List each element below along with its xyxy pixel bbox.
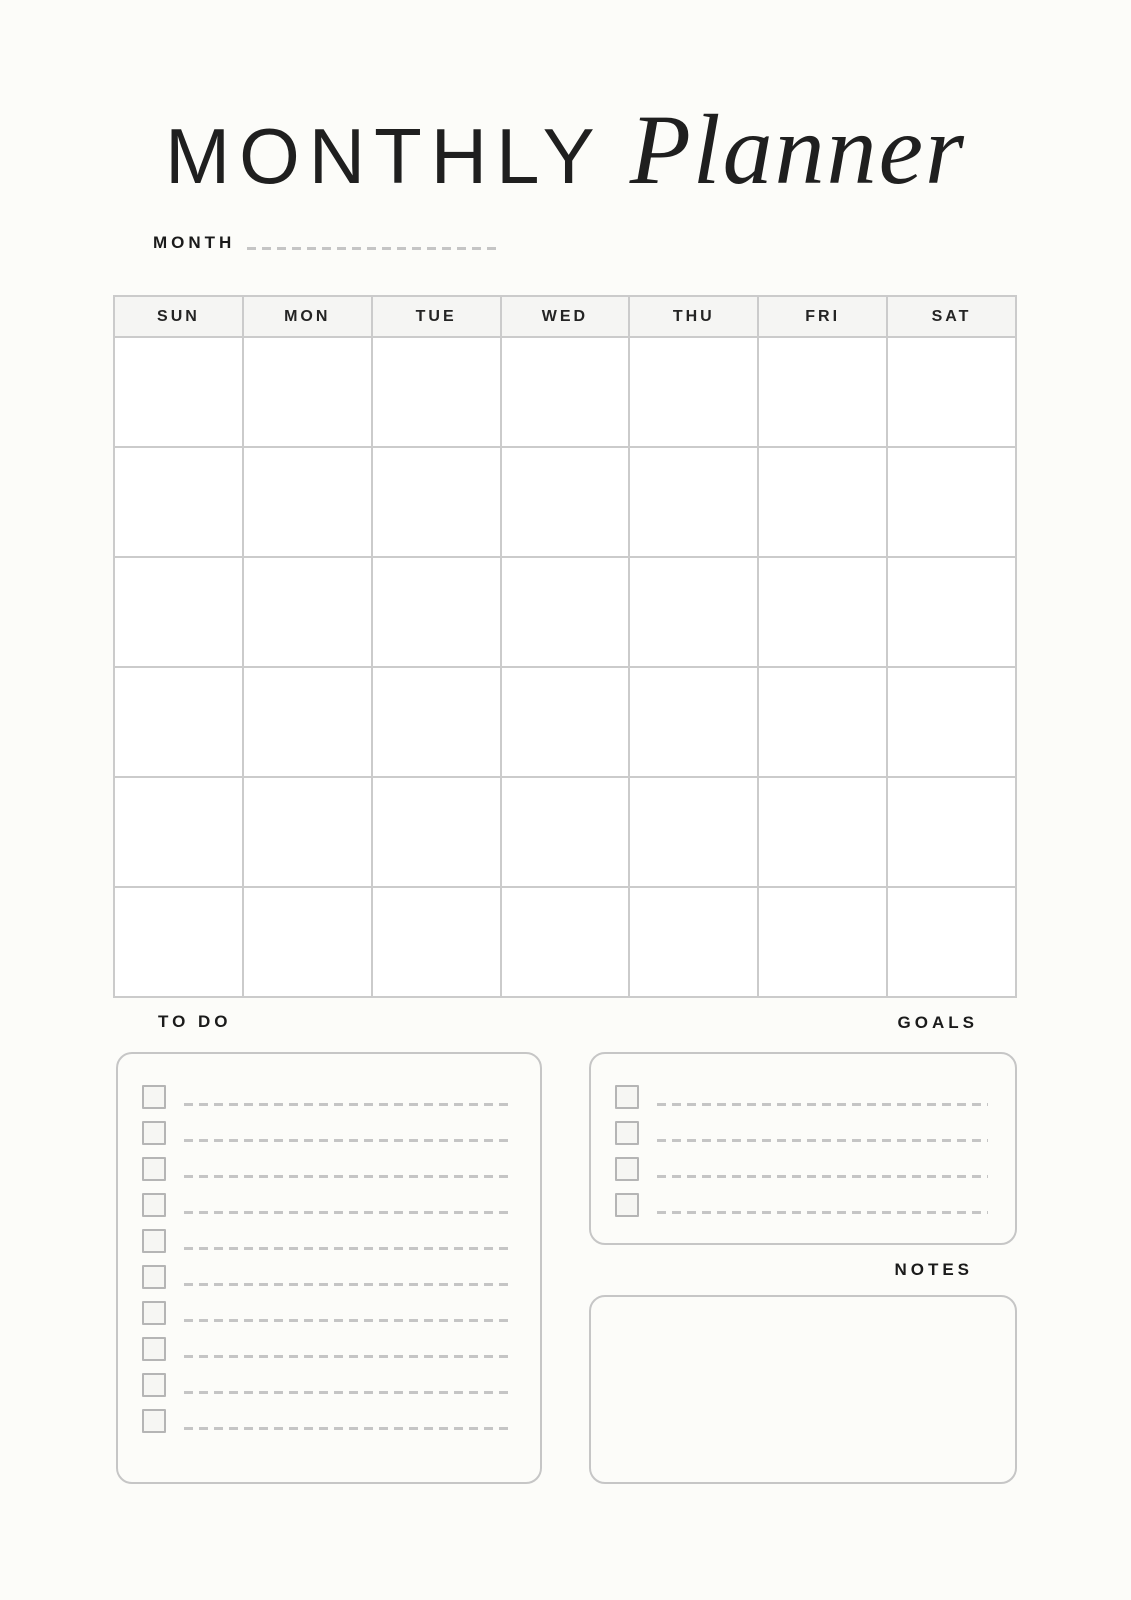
todo-section-label: TO DO — [158, 1012, 232, 1031]
checklist-item — [615, 1157, 988, 1181]
day-header-sat: SAT — [887, 296, 1016, 337]
calendar-day-cell[interactable] — [372, 667, 501, 777]
calendar-day-cell[interactable] — [114, 777, 243, 887]
calendar-day-cell[interactable] — [501, 777, 630, 887]
write-in-line[interactable] — [184, 1283, 512, 1286]
calendar-day-cell[interactable] — [114, 557, 243, 667]
notes-box[interactable] — [589, 1295, 1017, 1484]
checkbox[interactable] — [615, 1157, 639, 1181]
write-in-line[interactable] — [184, 1319, 512, 1322]
calendar-day-cell[interactable] — [372, 337, 501, 447]
write-in-line[interactable] — [657, 1103, 988, 1106]
calendar-day-cell[interactable] — [501, 887, 630, 997]
checklist-item — [615, 1121, 988, 1145]
calendar-day-cell[interactable] — [114, 887, 243, 997]
write-in-line[interactable] — [657, 1139, 988, 1142]
checklist-item — [142, 1373, 512, 1397]
calendar-header-row — [114, 296, 1016, 337]
checklist-item — [142, 1265, 512, 1289]
day-header-mon: MON — [243, 296, 372, 337]
checklist-item — [142, 1121, 512, 1145]
calendar-week-row — [114, 667, 1016, 777]
goals-section-label: GOALS — [897, 1013, 978, 1032]
calendar-week-row — [114, 557, 1016, 667]
checkbox[interactable] — [615, 1193, 639, 1217]
write-in-line[interactable] — [184, 1391, 512, 1394]
calendar-day-cell[interactable] — [243, 667, 372, 777]
write-in-line[interactable] — [184, 1175, 512, 1178]
checklist-item — [142, 1229, 512, 1253]
calendar-day-cell[interactable] — [372, 447, 501, 557]
calendar-day-cell[interactable] — [114, 667, 243, 777]
goals-box — [589, 1052, 1017, 1245]
write-in-line[interactable] — [184, 1355, 512, 1358]
calendar-day-cell[interactable] — [372, 777, 501, 887]
calendar-day-cell[interactable] — [758, 667, 887, 777]
checklist-item — [142, 1337, 512, 1361]
day-header-fri: FRI — [758, 296, 887, 337]
write-in-line[interactable] — [184, 1211, 512, 1214]
day-header-sun: SUN — [114, 296, 243, 337]
title-planner-script: Planner — [629, 94, 966, 205]
calendar-day-cell[interactable] — [887, 887, 1016, 997]
checkbox[interactable] — [615, 1121, 639, 1145]
calendar-day-cell[interactable] — [629, 447, 758, 557]
calendar-day-cell[interactable] — [758, 557, 887, 667]
title-monthly: MONTHLY — [165, 112, 604, 200]
calendar-day-cell[interactable] — [887, 557, 1016, 667]
calendar-day-cell[interactable] — [758, 447, 887, 557]
calendar-day-cell[interactable] — [887, 447, 1016, 557]
day-header-tue: TUE — [372, 296, 501, 337]
checkbox[interactable] — [142, 1121, 166, 1145]
checkbox[interactable] — [142, 1157, 166, 1181]
day-header-thu: THU — [629, 296, 758, 337]
month-label: MONTH — [153, 233, 236, 252]
calendar-day-cell[interactable] — [629, 777, 758, 887]
page-title — [0, 94, 1131, 205]
calendar-day-cell[interactable] — [501, 447, 630, 557]
checkbox[interactable] — [142, 1085, 166, 1109]
checkbox[interactable] — [142, 1193, 166, 1217]
calendar-day-cell[interactable] — [243, 337, 372, 447]
calendar-day-cell[interactable] — [243, 777, 372, 887]
calendar-day-cell[interactable] — [758, 777, 887, 887]
calendar-day-cell[interactable] — [501, 337, 630, 447]
checkbox[interactable] — [142, 1373, 166, 1397]
calendar-day-cell[interactable] — [372, 557, 501, 667]
calendar-week-row — [114, 337, 1016, 447]
calendar-day-cell[interactable] — [243, 887, 372, 997]
notes-section-label: NOTES — [894, 1260, 973, 1279]
checkbox[interactable] — [142, 1409, 166, 1433]
checkbox[interactable] — [142, 1229, 166, 1253]
calendar-day-cell[interactable] — [501, 557, 630, 667]
calendar-day-cell[interactable] — [243, 557, 372, 667]
checkbox[interactable] — [142, 1265, 166, 1289]
calendar-grid — [113, 295, 1017, 998]
checkbox[interactable] — [142, 1337, 166, 1361]
checklist-item — [615, 1193, 988, 1217]
write-in-line[interactable] — [184, 1139, 512, 1142]
calendar-day-cell[interactable] — [887, 337, 1016, 447]
calendar-day-cell[interactable] — [887, 777, 1016, 887]
checkbox[interactable] — [142, 1301, 166, 1325]
calendar-day-cell[interactable] — [114, 337, 243, 447]
write-in-line[interactable] — [184, 1427, 512, 1430]
calendar-day-cell[interactable] — [629, 887, 758, 997]
checklist-item — [142, 1085, 512, 1109]
month-field — [153, 233, 500, 253]
calendar-week-row — [114, 887, 1016, 997]
month-write-in-line[interactable] — [247, 247, 500, 250]
checklist-item — [142, 1301, 512, 1325]
calendar-day-cell[interactable] — [501, 667, 630, 777]
calendar-day-cell[interactable] — [758, 337, 887, 447]
write-in-line[interactable] — [657, 1211, 988, 1214]
checkbox[interactable] — [615, 1085, 639, 1109]
calendar-day-cell[interactable] — [887, 667, 1016, 777]
todo-box — [116, 1052, 542, 1484]
checklist-item — [142, 1157, 512, 1181]
calendar-week-row — [114, 777, 1016, 887]
calendar-day-cell[interactable] — [243, 447, 372, 557]
write-in-line[interactable] — [184, 1247, 512, 1250]
calendar-day-cell[interactable] — [372, 887, 501, 997]
calendar-day-cell[interactable] — [758, 887, 887, 997]
write-in-line[interactable] — [657, 1175, 988, 1178]
calendar-week-row — [114, 447, 1016, 557]
calendar-body — [114, 337, 1016, 997]
write-in-line[interactable] — [184, 1103, 512, 1106]
calendar-day-cell[interactable] — [114, 447, 243, 557]
calendar-day-cell[interactable] — [629, 667, 758, 777]
checklist-item — [142, 1409, 512, 1433]
day-header-wed: WED — [501, 296, 630, 337]
checklist-item — [142, 1193, 512, 1217]
calendar-day-cell[interactable] — [629, 337, 758, 447]
calendar-day-cell[interactable] — [629, 557, 758, 667]
checklist-item — [615, 1085, 988, 1109]
